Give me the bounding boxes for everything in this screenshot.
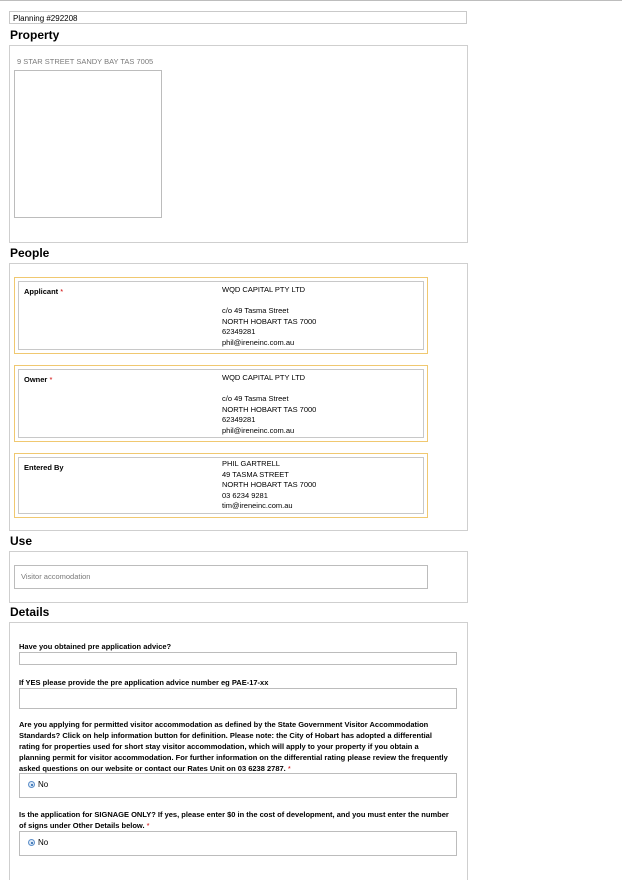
applicant-details: [222, 285, 316, 348]
owner-phone: 62349281: [222, 415, 256, 424]
visitor-accommodation-question: Are you applying for permitted visitor accommodation as defined by the State Government Visitor Accommodation Standards? Click on help information button for definition. Please note: the City of Hobart has adopted a differential rating for properties used for short stay visitor accommodation, which will apply to your property if you obtain a planning permit for visitor accommodation. For further information on the differential rating please review the frequently asked questions on our website or contact our Rates Unit on 03 6238 2787. *: [19, 720, 448, 773]
radio-selected-icon[interactable]: [28, 839, 35, 846]
owner-name: WQD CAPITAL PTY LTD: [222, 373, 306, 382]
entered-by-phone: 03 6234 9281: [222, 490, 268, 500]
radio-selected-icon[interactable]: [28, 781, 35, 788]
applicant-phone: 62349281: [222, 327, 256, 336]
visitor-accommodation-options: [19, 773, 457, 798]
owner-card: [14, 365, 428, 442]
pre-application-number-question: If YES please provide the pre application advice number eg PAE-17-xx: [19, 678, 269, 687]
applicant-suburb: NORTH HOBART TAS 7000: [222, 316, 317, 326]
entered-by-label: Entered By: [24, 463, 64, 472]
owner-label: Owner *: [24, 375, 53, 384]
required-marker: *: [146, 821, 150, 830]
signage-only-no-label: No: [38, 838, 49, 847]
required-marker: *: [60, 287, 64, 296]
entered-by-email: tim@ireneinc.com.au: [222, 501, 293, 510]
property-address: 9 STAR STREET SANDY BAY TAS 7005: [17, 57, 154, 66]
details-heading: Details: [10, 605, 50, 619]
owner-blank-line: [222, 384, 316, 395]
use-field[interactable]: Visitor accomodation: [14, 565, 428, 589]
owner-email: phil@ireneinc.com.au: [222, 425, 295, 435]
property-heading: Property: [10, 28, 60, 42]
pre-application-select[interactable]: [19, 652, 457, 665]
property-map[interactable]: [14, 70, 162, 218]
applicant-blank-line: [222, 296, 316, 307]
owner-suburb: NORTH HOBART TAS 7000: [222, 404, 317, 414]
required-marker: *: [287, 764, 291, 773]
applicant-name: WQD CAPITAL PTY LTD: [222, 285, 306, 294]
entered-by-name: PHIL GARTRELL: [222, 459, 280, 468]
applicant-email: phil@ireneinc.com.au: [222, 337, 295, 347]
entered-by-details: [222, 459, 316, 512]
pre-application-number-input[interactable]: [19, 688, 457, 709]
entered-by-street: 49 TASMA STREET: [222, 469, 289, 479]
visitor-accommodation-no-label: No: [38, 780, 49, 789]
people-heading: People: [10, 246, 50, 260]
applicant-card: [14, 277, 428, 354]
entered-by-suburb: NORTH HOBART TAS 7000: [222, 480, 317, 489]
planning-reference: Planning #292208: [9, 11, 467, 24]
owner-street: c/o 49 Tasma Street: [222, 394, 289, 403]
entered-by-card: [14, 453, 428, 518]
signage-only-question: Is the application for SIGNAGE ONLY? If yes, please enter $0 in the cost of development, and you must enter the number of signs under Other Details below. *: [19, 810, 449, 830]
signage-only-no-option[interactable]: [28, 838, 48, 847]
applicant-label: Applicant *: [24, 287, 64, 296]
use-heading: Use: [10, 534, 33, 548]
top-divider: [0, 0, 622, 1]
required-marker: *: [49, 375, 53, 384]
pre-application-question: Have you obtained pre application advice?: [19, 642, 172, 651]
applicant-street: c/o 49 Tasma Street: [222, 306, 289, 315]
owner-details: [222, 373, 316, 436]
signage-only-options: [19, 831, 457, 856]
visitor-accommodation-no-option[interactable]: [28, 780, 48, 789]
